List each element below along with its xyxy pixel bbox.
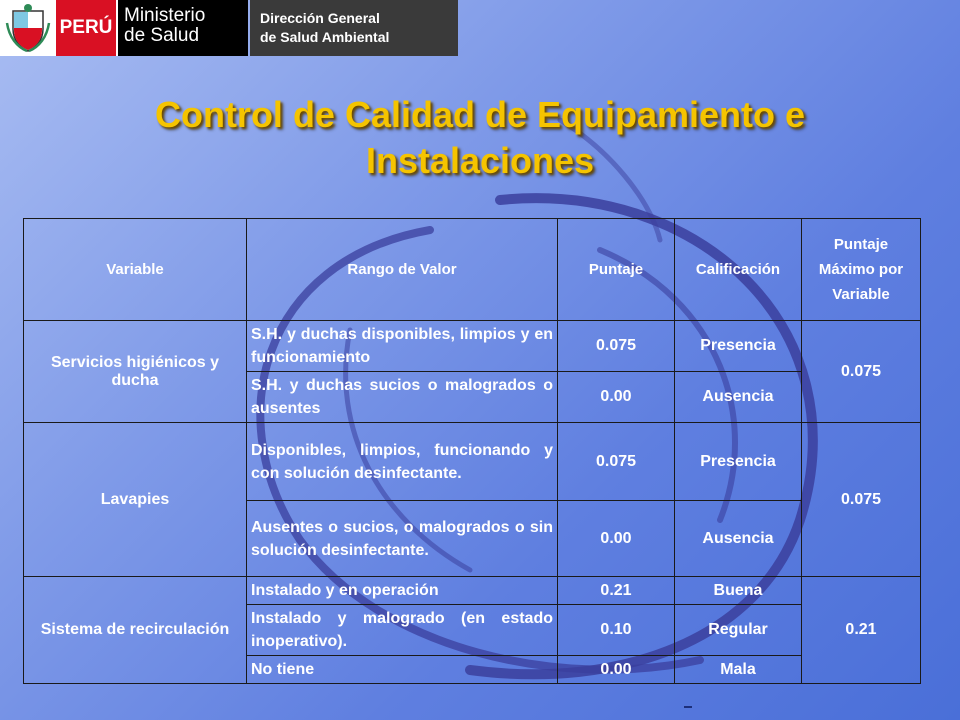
puntaje-cell: 0.21 <box>558 577 675 605</box>
coat-of-arms-icon <box>0 0 56 56</box>
rango-cell: Disponibles, limpios, funcionando y con solución desinfectante. <box>247 423 558 501</box>
header-rango: Rango de Valor <box>247 219 558 321</box>
title-line1: Control de Calidad de Equipamiento e <box>154 94 806 135</box>
rango-cell: S.H. y duchas disponibles, limpios y en funcionamiento <box>247 321 558 372</box>
calificacion-cell: Presencia <box>675 423 802 501</box>
quality-control-table <box>23 218 921 684</box>
variable-cell: Sistema de recirculación <box>24 577 247 684</box>
title-line2: Instalaciones <box>365 140 595 181</box>
page-title <box>40 92 920 184</box>
puntaje-cell: 0.00 <box>558 501 675 577</box>
table-row <box>24 321 921 372</box>
puntaje-cell: 0.075 <box>558 321 675 372</box>
puntaje-cell: 0.075 <box>558 423 675 501</box>
agency-line2: de Salud Ambiental <box>260 29 390 45</box>
rango-cell: S.H. y duchas sucios o malogrados o ausentes <box>247 372 558 423</box>
calificacion-cell: Regular <box>675 605 802 656</box>
puntaje-cell: 0.10 <box>558 605 675 656</box>
agency-line1: Dirección General <box>260 10 380 26</box>
header-puntaje: Puntaje <box>558 219 675 321</box>
header-puntaje-maximo: Puntaje Máximo por Variable <box>802 219 921 321</box>
max-cell: 0.075 <box>802 423 921 577</box>
calificacion-cell: Mala <box>675 656 802 684</box>
ministry-line2: de Salud <box>124 25 200 46</box>
variable-cell: Lavapies <box>24 423 247 577</box>
rango-cell: Instalado y en operación <box>247 577 558 605</box>
puntaje-cell: 0.00 <box>558 656 675 684</box>
rango-cell: Instalado y malogrado (en estado inoperativo). <box>247 605 558 656</box>
table-row <box>24 423 921 501</box>
country-label: PERÚ <box>59 17 113 38</box>
header-calificacion: Calificación <box>675 219 802 321</box>
table-row <box>24 577 921 605</box>
variable-cell: Servicios higiénicos y ducha <box>24 321 247 423</box>
max-cell: 0.075 <box>802 321 921 423</box>
header-variable: Variable <box>24 219 247 321</box>
ministry-line1: Ministerio <box>124 5 206 26</box>
max-cell: 0.21 <box>802 577 921 684</box>
rango-cell: Ausentes o sucios, o malogrados o sin solución desinfectante. <box>247 501 558 577</box>
decorative-mark <box>684 706 692 708</box>
table-header-row <box>24 219 921 321</box>
calificacion-cell: Ausencia <box>675 372 802 423</box>
rango-cell: No tiene <box>247 656 558 684</box>
header-logo-strip <box>0 0 458 56</box>
calificacion-cell: Buena <box>675 577 802 605</box>
agency-logo <box>250 0 458 56</box>
calificacion-cell: Ausencia <box>675 501 802 577</box>
calificacion-cell: Presencia <box>675 321 802 372</box>
peru-logo <box>56 0 116 56</box>
ministry-logo <box>116 0 248 56</box>
puntaje-cell: 0.00 <box>558 372 675 423</box>
